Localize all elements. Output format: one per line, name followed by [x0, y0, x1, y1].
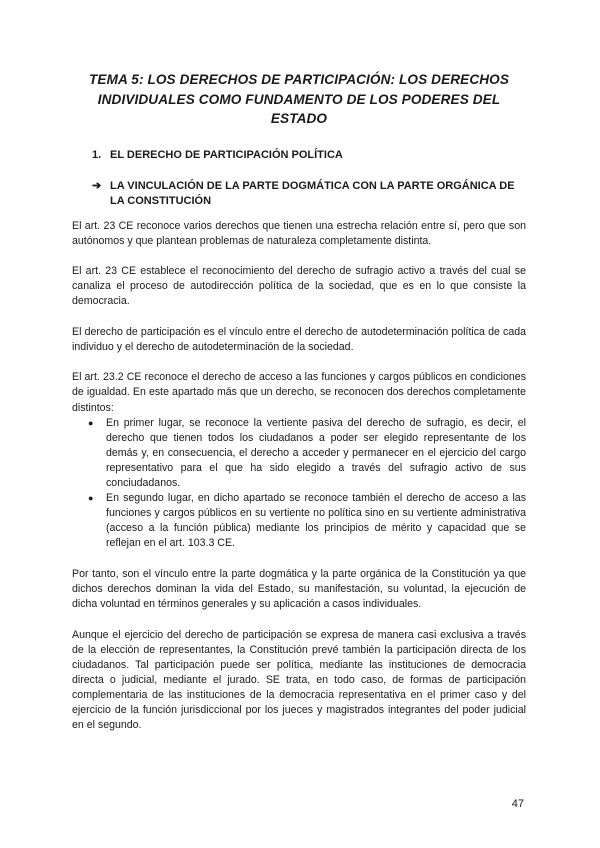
list-item-text: En primer lugar, se reconoce la vertiente pasiva del derecho de sufragio, es decir, el derecho que tienen todos los ciudadanos a poder ser elegido representante de los demás y, en consecuencia, el derecho a acceder y permanecer en el ejercicio del cargo representativo para el que ha sido elegido a través del sufragio activo de sus conciudadanos. [106, 416, 526, 489]
document-title: TEMA 5: LOS DERECHOS DE PARTICIPACIÓN: LOS DERECHOS INDIVIDUALES COMO FUNDAMENTO DE LOS PODERES DEL ESTADO [89, 72, 509, 126]
subsection-heading [92, 179, 526, 209]
arrow-icon: ➔ [92, 179, 102, 192]
paragraph: Aunque el ejercicio del derecho de participación se expresa de manera casi exclusiva a través de la elección de representantes, la Constitución prevé también la participación directa de los ciudadanos. Tal participación puede ser política, mediante las instituciones de democracia directa o judicial, mediante el jurado. SE trata, en todo caso, de formas de participación complementaria de las instituciones de la democracia representativa en el primer caso y del ejercicio de la función jurisdiccional por los jueces y magistrados integrantes del poder judicial en el segundo. [72, 628, 526, 732]
section-heading [92, 148, 526, 163]
list-item [72, 491, 526, 551]
bullet-icon: ● [88, 417, 94, 428]
document-page [72, 70, 526, 749]
section-title: EL DERECHO DE PARTICIPACIÓN POLÍTICA [110, 148, 343, 161]
list-item-text: En segundo lugar, en dicho apartado se reconoce también el derecho de acceso a las funciones y cargos públicos en su vertiente no política sino en su vertiente administrativa (acceso a la función pública) mediante los principios de mérito y capacidad que se reflejan en el art. 103.3 CE. [106, 492, 526, 550]
paragraph: El art. 23 CE reconoce varios derechos que tienen una estrecha relación entre sí, pero que son autónomos y que plantean problemas de naturaleza completamente distinta. [72, 219, 526, 247]
paragraph: El derecho de participación es el vínculo entre el derecho de autodeterminación política de cada individuo y el derecho de autodeterminación de la sociedad. [72, 325, 526, 353]
section-number: 1. [92, 148, 102, 161]
subsection-title: LA VINCULACIÓN DE LA PARTE DOGMÁTICA CON LA PARTE ORGÁNICA DE LA CONSTITUCIÓN [110, 179, 515, 207]
paragraph: Por tanto, son el vínculo entre la parte dogmática y la parte orgánica de la Constitución ya que dichos derechos dominan la vida del Estado, su manifestación, su voluntad, la ejecución de dicha voluntad en términos generales y su aplicación a casos individuales. [72, 567, 526, 611]
bullet-list [72, 416, 526, 552]
list-item [72, 416, 526, 491]
page-number: 47 [511, 798, 524, 810]
paragraph: El art. 23 CE establece el reconocimiento del derecho de sufragio activo a través del cual se canaliza el proceso de autodirección política de la sociedad, que es en lo que consiste la democracia. [72, 265, 526, 308]
paragraph: El art. 23.2 CE reconoce el derecho de acceso a las funciones y cargos públicos en condiciones de igualdad. En este apartado más que un derecho, se reconocen dos derechos completamente distintos: [72, 371, 526, 414]
bullet-icon: ● [88, 493, 94, 504]
